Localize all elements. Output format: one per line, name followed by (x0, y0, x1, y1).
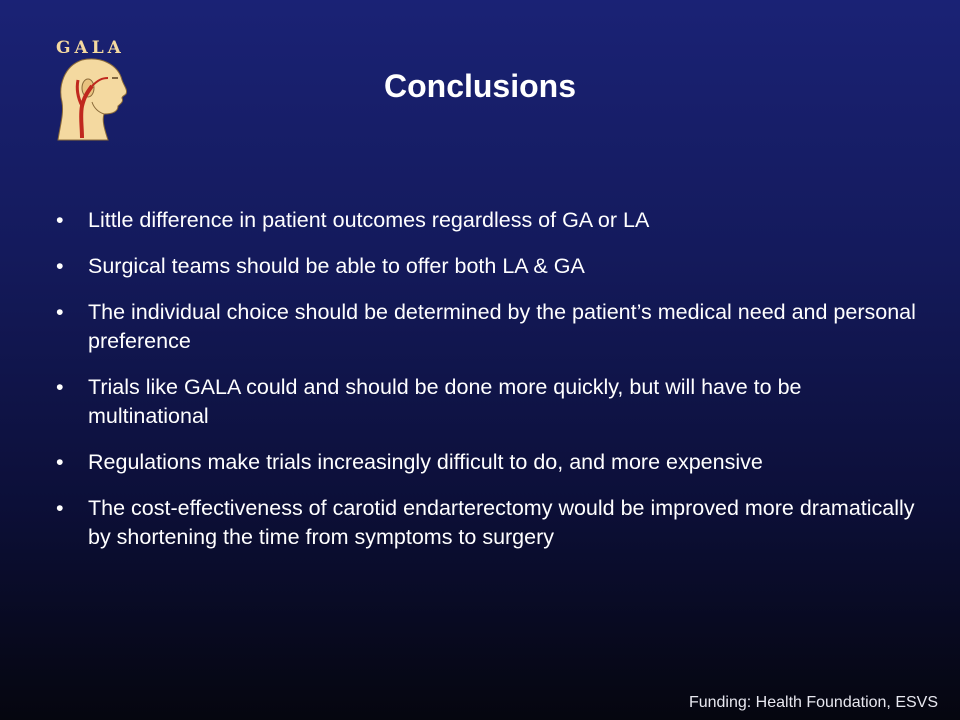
bullet-item (56, 252, 916, 281)
bullet-dot: • (56, 375, 64, 399)
bullet-item (56, 206, 916, 235)
bullet-text: Trials like GALA could and should be done more quickly, but will have to be multinational (88, 375, 802, 428)
bullet-item (56, 494, 916, 552)
bullet-dot: • (56, 450, 64, 474)
bullet-item (56, 373, 916, 431)
bullet-list (56, 206, 916, 569)
bullet-text: The individual choice should be determined by the patient’s medical need and personal preference (88, 300, 916, 353)
bullet-text: Surgical teams should be able to offer both LA & GA (88, 254, 585, 278)
logo-text: GALA (56, 38, 125, 58)
slide-title: Conclusions (383, 68, 576, 104)
bullet-dot: • (56, 496, 64, 520)
bullet-text: Regulations make trials increasingly difficult to do, and more expensive (88, 450, 763, 474)
bullet-dot: • (56, 300, 64, 324)
bullet-item (56, 448, 916, 477)
bullet-text: The cost-effectiveness of carotid endarterectomy would be improved more dramatically by shortening the time from symptoms to surgery (88, 496, 915, 549)
bullet-dot: • (56, 254, 64, 278)
bullet-dot: • (56, 208, 64, 232)
funding-footer: Funding: Health Foundation, ESVS (688, 694, 938, 711)
bullet-text: Little difference in patient outcomes regardless of GA or LA (88, 208, 650, 232)
bullet-item (56, 298, 916, 356)
